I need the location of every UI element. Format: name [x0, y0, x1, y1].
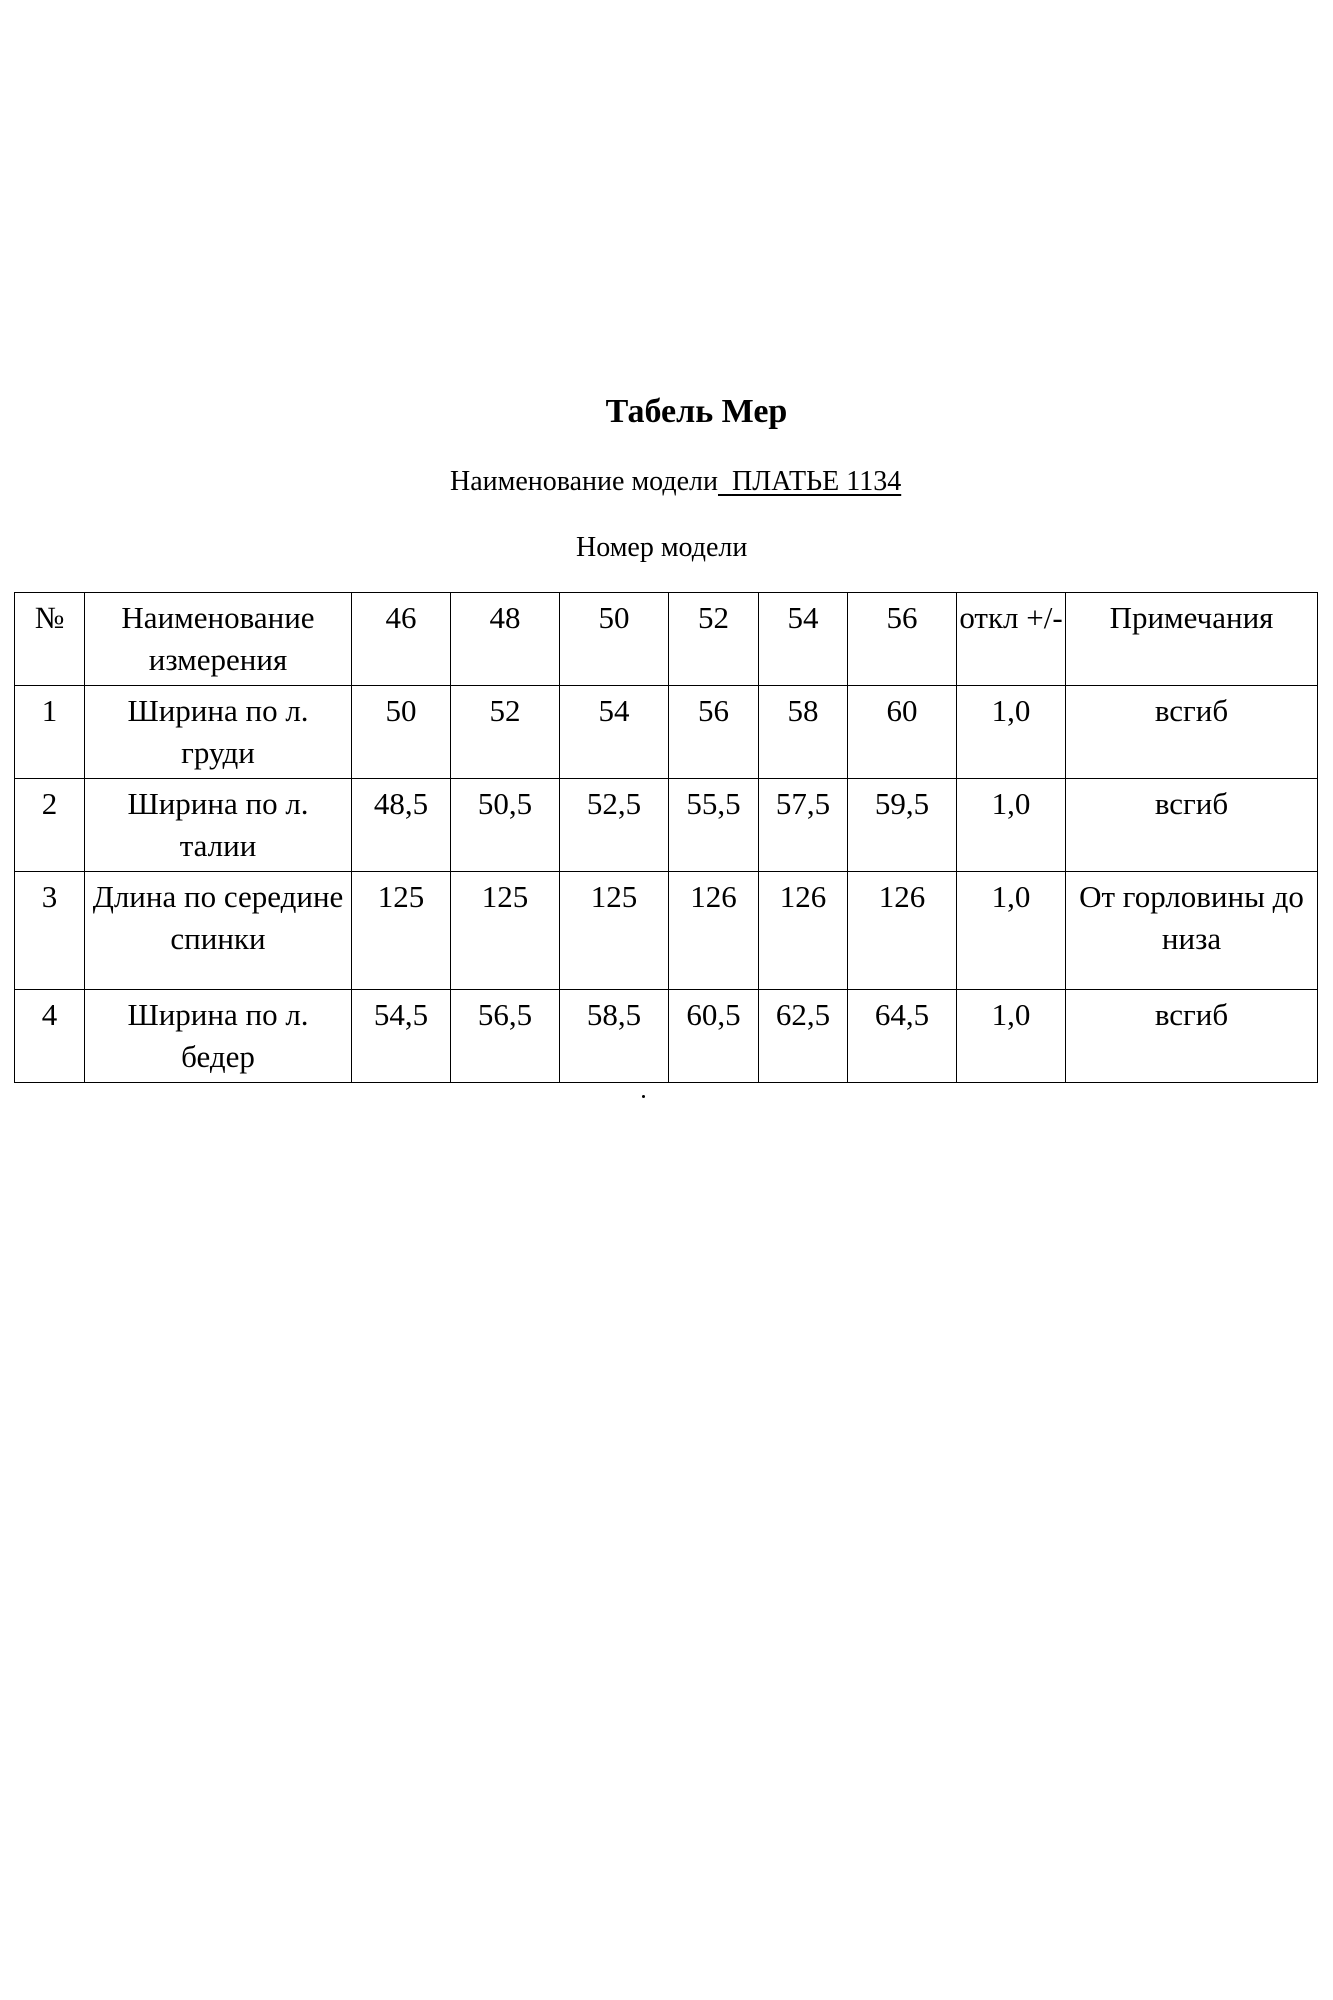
row-value: 50,5 [451, 779, 560, 872]
header-num: № [15, 593, 85, 686]
header-tolerance: откл +/- [957, 593, 1066, 686]
header-size: 48 [451, 593, 560, 686]
row-value: 55,5 [669, 779, 759, 872]
row-num: 4 [15, 990, 85, 1083]
row-value: 48,5 [352, 779, 451, 872]
row-value: 60 [848, 686, 957, 779]
row-value: 58 [759, 686, 848, 779]
row-measure-name: Ширина по л. талии [85, 779, 352, 872]
row-value: 56 [669, 686, 759, 779]
row-num: 3 [15, 872, 85, 990]
table-row [15, 990, 1318, 1083]
row-notes: всгиб [1066, 686, 1318, 779]
model-number-label: Номер модели [576, 532, 748, 563]
row-value: 52,5 [560, 779, 669, 872]
header-measure-name: Наименование измерения [85, 593, 352, 686]
row-value: 50 [352, 686, 451, 779]
row-value: 56,5 [451, 990, 560, 1083]
row-value: 126 [669, 872, 759, 990]
header-size: 50 [560, 593, 669, 686]
header-size: 54 [759, 593, 848, 686]
row-tolerance: 1,0 [957, 779, 1066, 872]
row-tolerance: 1,0 [957, 990, 1066, 1083]
table-header-row [15, 593, 1318, 686]
model-name-line [450, 463, 901, 501]
row-value: 62,5 [759, 990, 848, 1083]
row-value: 60,5 [669, 990, 759, 1083]
model-name-value: ПЛАТЬЕ 1134 [731, 466, 902, 497]
model-name-label: Наименование модели [450, 466, 718, 497]
row-value: 54,5 [352, 990, 451, 1083]
row-value: 125 [560, 872, 669, 990]
row-value: 126 [759, 872, 848, 990]
header-notes: Примечания [1066, 593, 1318, 686]
row-value: 125 [352, 872, 451, 990]
table-row [15, 779, 1318, 872]
table-row [15, 872, 1318, 990]
row-num: 1 [15, 686, 85, 779]
row-tolerance: 1,0 [957, 872, 1066, 990]
row-value: 57,5 [759, 779, 848, 872]
row-value: 54 [560, 686, 669, 779]
row-notes: От горловины до низа [1066, 872, 1318, 990]
row-value: 52 [451, 686, 560, 779]
measurement-table [14, 592, 1318, 1083]
row-notes: всгиб [1066, 779, 1318, 872]
row-measure-name: Ширина по л. бедер [85, 990, 352, 1083]
table-row [15, 686, 1318, 779]
header-size: 56 [848, 593, 957, 686]
row-value: 125 [451, 872, 560, 990]
row-value: 126 [848, 872, 957, 990]
row-num: 2 [15, 779, 85, 872]
row-value: 59,5 [848, 779, 957, 872]
row-value: 64,5 [848, 990, 957, 1083]
row-measure-name: Длина по середине спинки [85, 872, 352, 990]
row-measure-name: Ширина по л. груди [85, 686, 352, 779]
stray-dot [642, 1095, 645, 1098]
document-title: Табель Мер [605, 393, 788, 430]
header-size: 52 [669, 593, 759, 686]
row-notes: всгиб [1066, 990, 1318, 1083]
header-size: 46 [352, 593, 451, 686]
row-value: 58,5 [560, 990, 669, 1083]
row-tolerance: 1,0 [957, 686, 1066, 779]
